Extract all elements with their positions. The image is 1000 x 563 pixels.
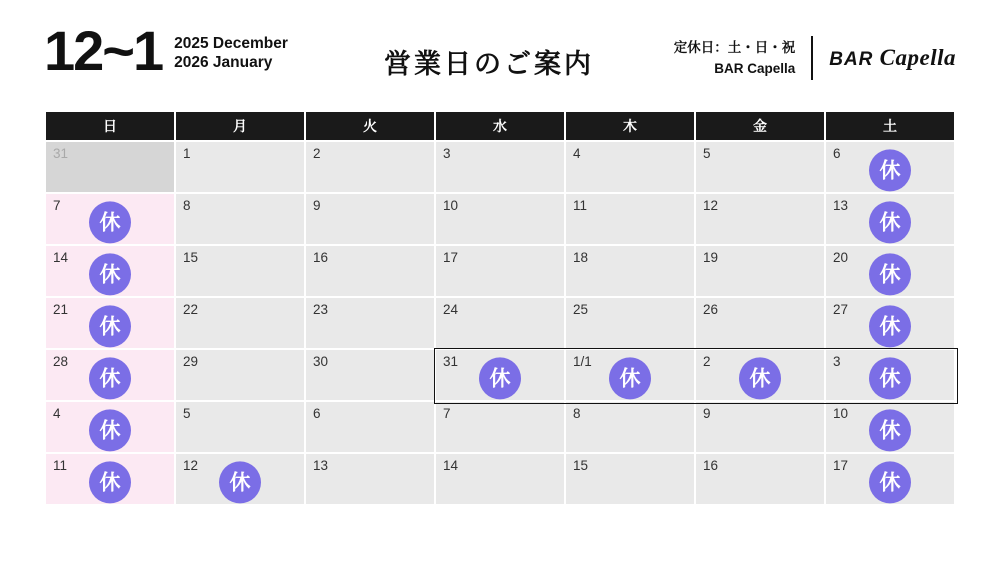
day-number: 19 bbox=[703, 250, 719, 265]
calendar-day-cell bbox=[46, 298, 174, 348]
calendar-day-cell bbox=[176, 246, 304, 296]
calendar-day-cell bbox=[566, 246, 694, 296]
calendar-day-cell bbox=[436, 350, 564, 400]
calendar-day-cell bbox=[696, 350, 824, 400]
day-number: 15 bbox=[573, 458, 589, 473]
calendar-week-row bbox=[46, 350, 954, 400]
day-number: 3 bbox=[443, 146, 451, 161]
day-number: 15 bbox=[183, 250, 199, 265]
calendar-day-cell bbox=[46, 402, 174, 452]
calendar-day-cell bbox=[696, 454, 824, 504]
calendar-day-cell bbox=[306, 194, 434, 244]
calendar-day-cell bbox=[436, 142, 564, 192]
day-number: 11 bbox=[573, 198, 588, 213]
day-number: 11 bbox=[53, 458, 68, 473]
calendar-week-row bbox=[46, 246, 954, 296]
calendar-day-cell bbox=[306, 298, 434, 348]
business-day-calendar bbox=[44, 110, 956, 506]
calendar-day-cell bbox=[46, 350, 174, 400]
day-number: 28 bbox=[53, 354, 69, 369]
day-number: 13 bbox=[833, 198, 849, 213]
calendar-day-cell bbox=[176, 298, 304, 348]
weekday-header-thu: 木 bbox=[566, 112, 694, 140]
day-number: 16 bbox=[313, 250, 329, 265]
day-number: 8 bbox=[573, 406, 581, 421]
calendar-day-cell bbox=[566, 194, 694, 244]
day-number: 3 bbox=[833, 354, 841, 369]
calendar-week-row bbox=[46, 298, 954, 348]
weekday-header-sun: 日 bbox=[46, 112, 174, 140]
day-number: 1/1 bbox=[573, 354, 592, 369]
day-number: 10 bbox=[833, 406, 849, 421]
page-title: 営業日のご案内 bbox=[384, 49, 594, 79]
calendar-day-cell bbox=[566, 142, 694, 192]
closed-day-badge: 休 bbox=[219, 461, 261, 503]
calendar-week-row bbox=[46, 142, 954, 192]
closed-day-badge: 休 bbox=[869, 461, 911, 503]
year-range bbox=[174, 34, 288, 72]
closed-day-badge: 休 bbox=[869, 201, 911, 243]
day-number: 9 bbox=[313, 198, 321, 213]
calendar-day-cell bbox=[696, 142, 824, 192]
closed-days-line: 定休日：土・日・祝 bbox=[673, 40, 796, 55]
day-number: 17 bbox=[833, 458, 849, 473]
header-right-group bbox=[674, 36, 956, 80]
calendar-head bbox=[46, 112, 954, 140]
day-number: 5 bbox=[183, 406, 191, 421]
closed-day-badge: 休 bbox=[89, 201, 131, 243]
calendar-week-row bbox=[46, 402, 954, 452]
calendar-day-cell bbox=[176, 350, 304, 400]
brand-logo-bar: BAR bbox=[829, 49, 874, 70]
closed-day-badge: 休 bbox=[89, 357, 131, 399]
closed-day-badge: 休 bbox=[89, 305, 131, 347]
day-number: 7 bbox=[53, 198, 61, 213]
calendar-day-cell bbox=[436, 402, 564, 452]
day-number: 20 bbox=[833, 250, 849, 265]
day-number: 31 bbox=[443, 354, 459, 369]
day-number: 7 bbox=[443, 406, 451, 421]
weekday-header-mon: 月 bbox=[176, 112, 304, 140]
calendar-day-cell bbox=[46, 246, 174, 296]
day-number: 27 bbox=[833, 302, 849, 317]
day-number: 2 bbox=[313, 146, 321, 161]
calendar-day-cell bbox=[566, 298, 694, 348]
calendar-day-cell bbox=[306, 246, 434, 296]
calendar-day-cell bbox=[696, 194, 824, 244]
calendar-day-cell bbox=[306, 350, 434, 400]
weekday-header-wed: 水 bbox=[436, 112, 564, 140]
day-number: 22 bbox=[183, 302, 199, 317]
calendar-day-cell bbox=[46, 194, 174, 244]
calendar-day-cell bbox=[566, 350, 694, 400]
day-number: 14 bbox=[53, 250, 69, 265]
weekday-header-tue: 火 bbox=[306, 112, 434, 140]
calendar-day-cell bbox=[46, 454, 174, 504]
day-number: 2 bbox=[703, 354, 711, 369]
day-number: 16 bbox=[703, 458, 719, 473]
calendar-day-cell bbox=[306, 142, 434, 192]
day-number: 25 bbox=[573, 302, 589, 317]
brand-logo bbox=[829, 45, 956, 71]
day-number: 10 bbox=[443, 198, 459, 213]
calendar-day-cell bbox=[176, 402, 304, 452]
calendar-day-cell bbox=[826, 454, 954, 504]
weekday-header-sat: 土 bbox=[826, 112, 954, 140]
calendar-day-cell bbox=[566, 402, 694, 452]
year-line-1: 2025 December bbox=[174, 35, 288, 52]
closed-day-badge: 休 bbox=[739, 357, 781, 399]
closed-day-badge: 休 bbox=[869, 253, 911, 295]
calendar-body bbox=[46, 142, 954, 504]
page-header bbox=[44, 19, 956, 94]
calendar-day-cell bbox=[696, 246, 824, 296]
calendar-day-cell bbox=[176, 194, 304, 244]
closed-day-badge: 休 bbox=[89, 253, 131, 295]
calendar-day-cell bbox=[306, 402, 434, 452]
day-number: 26 bbox=[703, 302, 719, 317]
calendar-day-cell bbox=[566, 454, 694, 504]
calendar-week-row bbox=[46, 454, 954, 504]
day-number: 21 bbox=[53, 302, 69, 317]
calendar-day-cell bbox=[436, 454, 564, 504]
day-number: 6 bbox=[313, 406, 321, 421]
day-number: 9 bbox=[703, 406, 711, 421]
day-number: 30 bbox=[313, 354, 329, 369]
calendar-day-cell bbox=[176, 454, 304, 504]
header-divider bbox=[811, 36, 813, 80]
weekday-header-fri: 金 bbox=[696, 112, 824, 140]
day-number: 4 bbox=[53, 406, 61, 421]
day-number: 12 bbox=[183, 458, 199, 473]
closed-day-badge: 休 bbox=[869, 149, 911, 191]
weekday-header-row bbox=[46, 112, 954, 140]
day-number: 31 bbox=[53, 146, 69, 161]
calendar-day-cell bbox=[436, 246, 564, 296]
calendar-day-cell bbox=[826, 402, 954, 452]
calendar-day-cell bbox=[306, 454, 434, 504]
calendar-day-cell bbox=[826, 298, 954, 348]
day-number: 5 bbox=[703, 146, 711, 161]
day-number: 18 bbox=[573, 250, 589, 265]
day-number: 12 bbox=[703, 198, 719, 213]
calendar-day-cell bbox=[696, 402, 824, 452]
calendar-day-cell bbox=[436, 298, 564, 348]
calendar-day-cell bbox=[826, 246, 954, 296]
closed-day-badge: 休 bbox=[479, 357, 521, 399]
calendar-day-cell bbox=[696, 298, 824, 348]
day-number: 8 bbox=[183, 198, 191, 213]
calendar-week-row bbox=[46, 194, 954, 244]
closed-day-badge: 休 bbox=[869, 357, 911, 399]
closed-days-info bbox=[674, 37, 812, 79]
day-number: 24 bbox=[443, 302, 459, 317]
calendar-day-cell bbox=[826, 350, 954, 400]
closed-day-badge: 休 bbox=[89, 409, 131, 451]
closed-day-badge: 休 bbox=[869, 305, 911, 347]
calendar-day-cell bbox=[176, 142, 304, 192]
closed-day-badge: 休 bbox=[869, 409, 911, 451]
day-number: 29 bbox=[183, 354, 199, 369]
day-number: 1 bbox=[183, 146, 191, 161]
year-line-2: 2026 January bbox=[174, 54, 273, 71]
day-number: 4 bbox=[573, 146, 581, 161]
calendar-day-cell bbox=[436, 194, 564, 244]
calendar-day-cell bbox=[826, 194, 954, 244]
brand-logo-name: Capella bbox=[879, 45, 956, 70]
shop-name-line: BAR Capella bbox=[714, 61, 796, 76]
closed-day-badge: 休 bbox=[609, 357, 651, 399]
day-number: 13 bbox=[313, 458, 329, 473]
day-number: 23 bbox=[313, 302, 329, 317]
closed-day-badge: 休 bbox=[89, 461, 131, 503]
calendar-day-cell bbox=[826, 142, 954, 192]
day-number: 17 bbox=[443, 250, 459, 265]
day-number: 14 bbox=[443, 458, 459, 473]
day-number: 6 bbox=[833, 146, 841, 161]
calendar-day-cell bbox=[46, 142, 174, 192]
big-month-label: 12~1 bbox=[44, 19, 163, 82]
